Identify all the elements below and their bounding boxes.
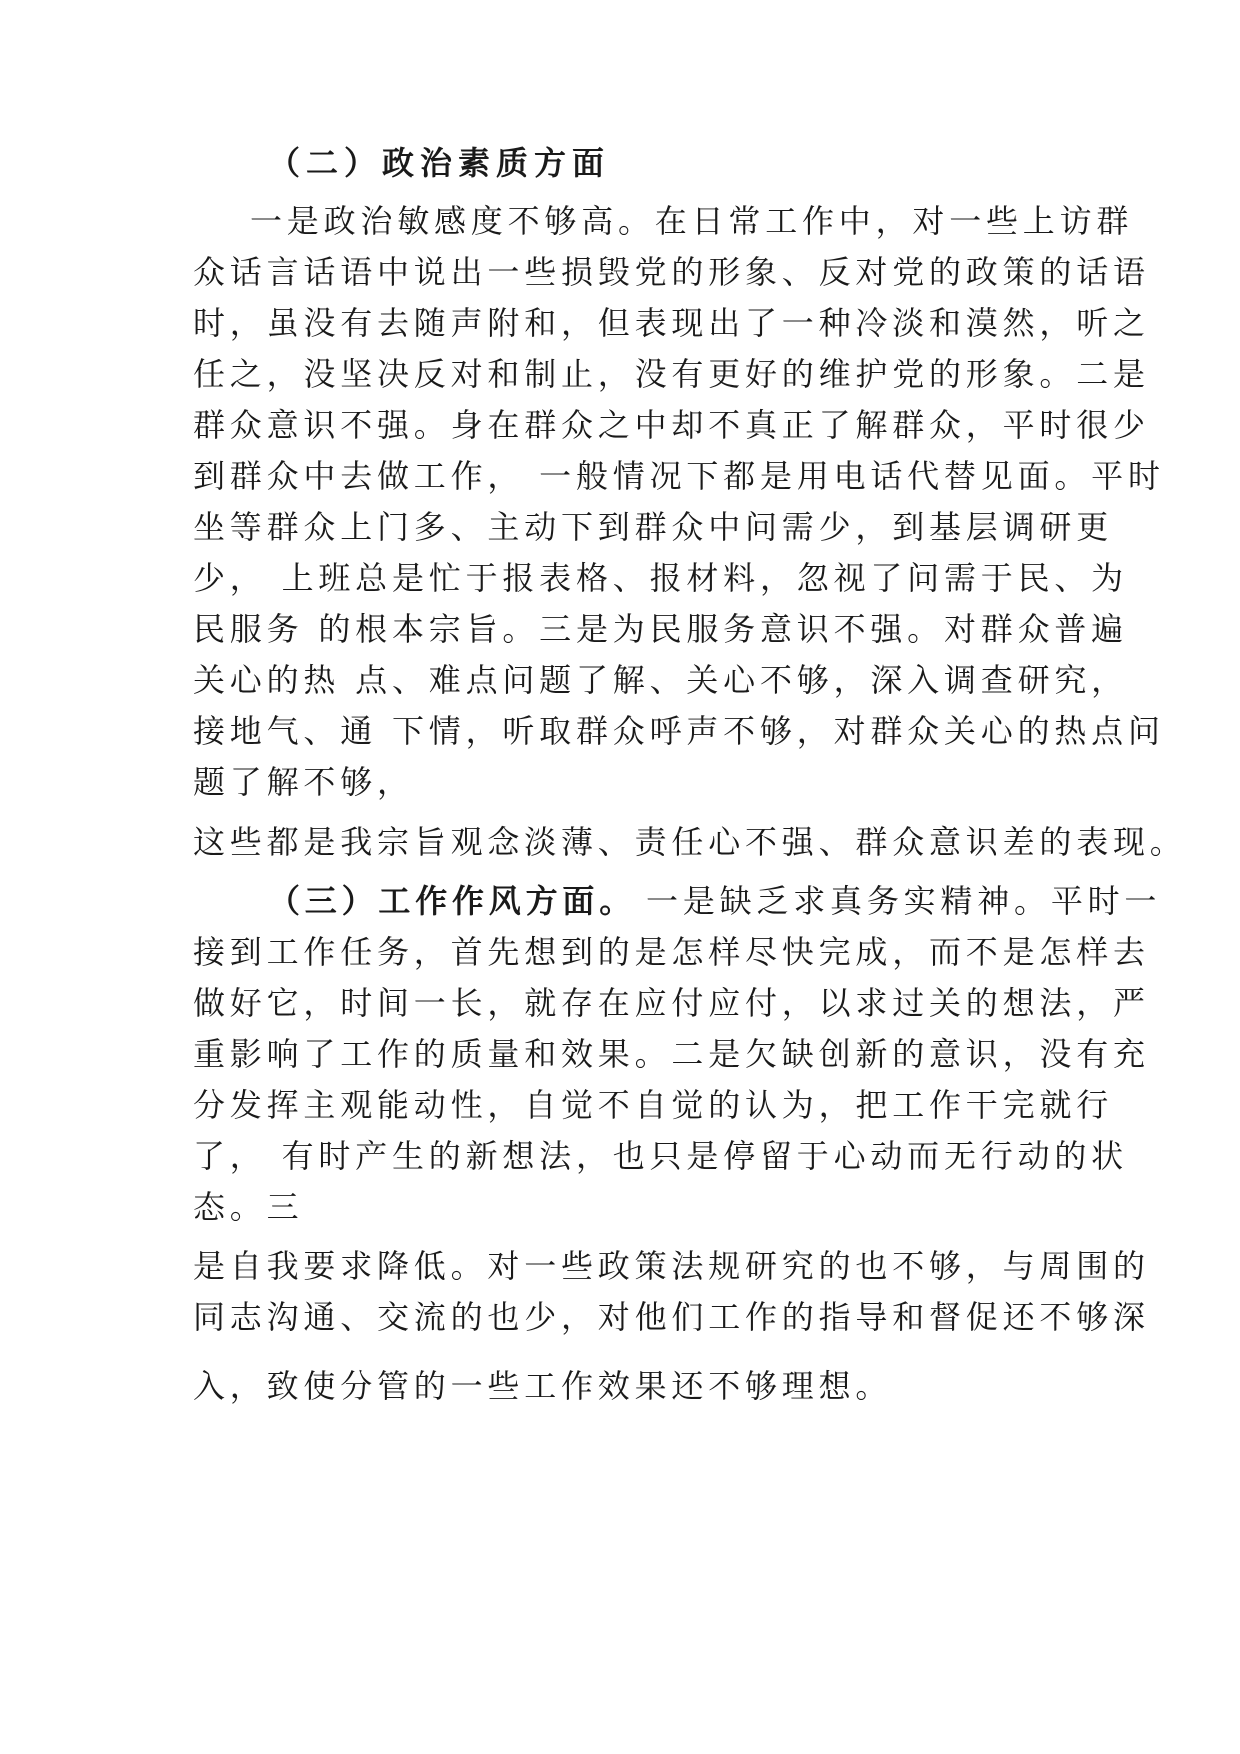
paragraph-line: 接地气、通 下情，听取群众呼声不够，对群众关心的热点问 [193,712,1165,750]
paragraph-line: 态。三 [193,1188,304,1226]
paragraph-line: 群众意识不强。身在群众之中却不真正了解群众，平时很少 [193,406,1150,444]
paragraph-line: 到群众中去做工作， 一般情况下都是用电话代替见面。平时 [193,457,1165,495]
paragraph-line: 做好它，时间一长，就存在应付应付，以求过关的想法，严 [193,984,1150,1022]
paragraph-line: 一是政治敏感度不够高。在日常工作中，对一些上访群 [250,202,1134,240]
section-heading-work-style: （三）工作作风方面。 [268,882,637,920]
paragraph-line: 任之，没坚决反对和制止，没有更好的维护党的形象。二是 [193,355,1150,393]
paragraph-line: 众话言话语中说出一些损毁党的形象、反对党的政策的话语 [193,253,1150,291]
paragraph-final-line: 入，致使分管的一些工作效果还不够理想。 [193,1367,893,1405]
section-heading-political-quality: （二）政治素质方面 [268,144,611,182]
paragraph-line: 题了解不够， [193,763,414,801]
paragraph-line: 民服务 的根本宗旨。三是为民服务意识不强。对群众普遍 [193,610,1128,648]
paragraph-line: 分发挥主观能动性，自觉不自觉的认为，把工作干完就行 [193,1086,1114,1124]
paragraph-line: 关心的热 点、难点问题了解、关心不够，深入调查研究， [193,661,1128,699]
paragraph-line: 重影响了工作的质量和效果。二是欠缺创新的意识，没有充 [193,1035,1150,1073]
section-heading-work-style-line [268,881,1162,921]
paragraph-line: 同志沟通、交流的也少，对他们工作的指导和督促还不够深 [193,1298,1150,1336]
paragraph-line: 接到工作任务，首先想到的是怎样尽快完成，而不是怎样去 [193,933,1150,971]
paragraph-line: 时，虽没有去随声附和，但表现出了一种冷淡和漠然，听之 [193,304,1150,342]
paragraph-closing-line: 这些都是我宗旨观念淡薄、责任心不强、群众意识差的表现。 [193,823,1187,861]
paragraph-line: 了， 有时产生的新想法，也只是停留于心动而无行动的状 [193,1137,1128,1175]
paragraph-line: 是自我要求降低。对一些政策法规研究的也不够，与周围的 [193,1247,1150,1285]
paragraph-inline-text: 一是缺乏求真务实精神。平时一 [646,882,1162,920]
paragraph-line: 坐等群众上门多、主动下到群众中问需少，到基层调研更 [193,508,1114,546]
paragraph-line: 少， 上班总是忙于报表格、报材料，忽视了问需于民、为 [193,559,1128,597]
